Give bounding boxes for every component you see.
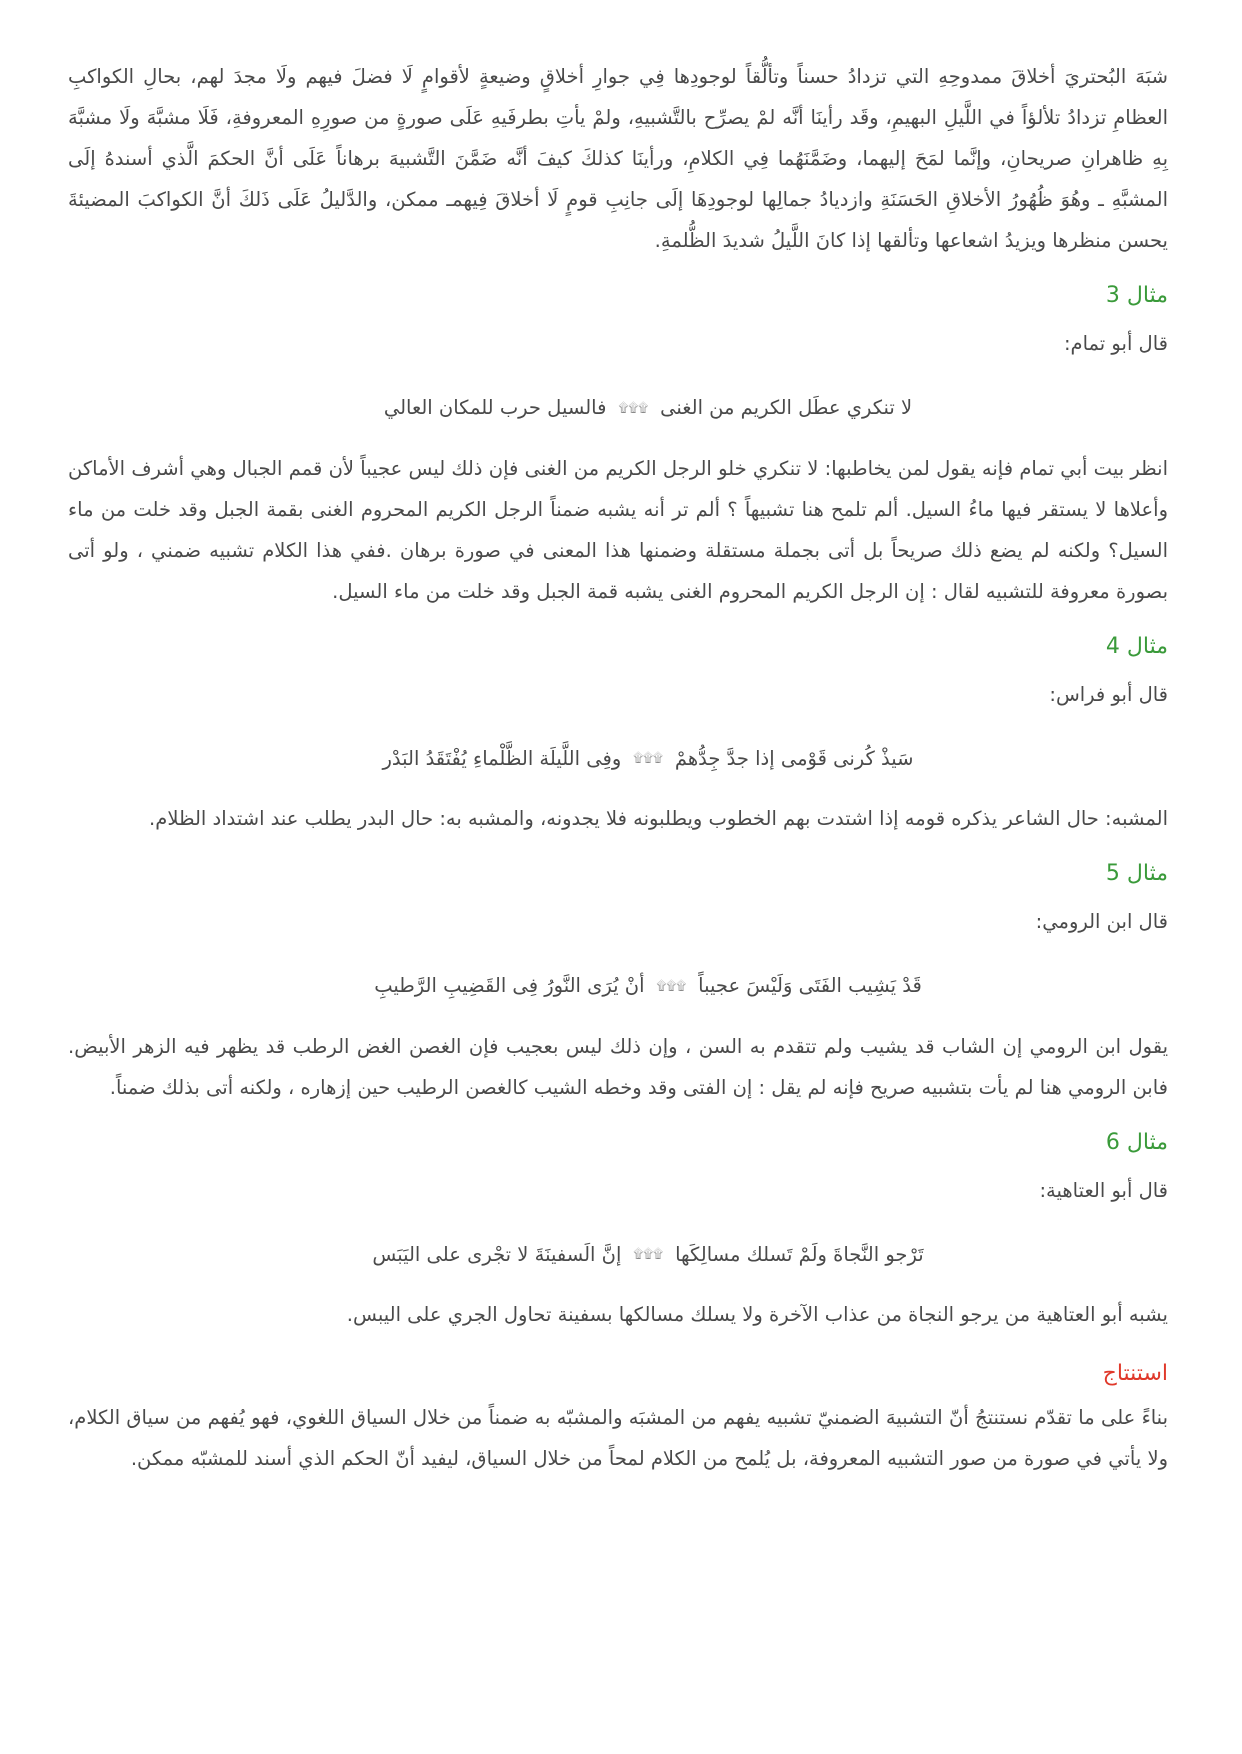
verse [68,385,1168,432]
verse-first-hemistich: قَدْ يَشِيب الفَتَى وَلَيْسَ عجيباً [698,974,922,997]
verse-first-hemistich: لا تنكري عطَل الكريم من الغنى [660,396,913,419]
conclusion-paragraph: بناءً على ما تقدّم نستنتجُ أنّ التشبيهَ الضمنيّ تشبيه يفهم من المشبَه والمشبّه به ضمناً من خلال السياق اللغوي، فهو يُفهم من سياق الكلام، ولا يأتي في صورة من صور التشبيه المعروفة، بل يُلمح من الكلام لمحاً من خلال السياق، ليفيد أنّ الحكم الذي أسند للمشبّه ممكن. [68,1406,1168,1470]
example-block-4 [68,624,1168,840]
verse-first-hemistich: تَرْجو النَّجاةَ ولَمْ تَسلك مسالِكَها [675,1242,924,1266]
example-block-6 [68,1120,1168,1336]
example-heading: مثال 3 [1105,283,1168,308]
verse-separator: ۩۩۩ [656,978,687,994]
verse-second-hemistich: فالسيل حرب للمكان العالي [383,396,607,419]
poet-intro: قال أبو العتاهية: [1039,1178,1168,1202]
verse-second-hemistich: وفِى اللَّيلَة الظَّلْماءِ يُفْتَقَدُ البَدْر [382,746,622,770]
verse-first-hemistich: سَيذْ كُرنى قَوْمى إذا جدَّ جِدُّهمْ [674,746,914,770]
example-explanation: المشبه: حال الشاعر يذكره قومه إذا اشتدت بهم الخطوب ويطلبونه فلا يجدونه، والمشبه به: حال البدر يطلب عند اشتداد الظلام. [149,807,1168,830]
verse [68,1232,1168,1279]
example-block-3 [68,273,1168,612]
poet-intro: قال ابن الرومي: [1035,910,1168,933]
conclusion-heading: استنتاج [1102,1361,1168,1386]
verse-second-hemistich: إنَّ الَسفينَةَ لا تجْرى على اليَبَس [372,1242,622,1266]
example-heading: مثال 4 [1105,633,1168,659]
verse-second-hemistich: أنْ يُرَى النَّورُ فِى القَضِيبِ الرَّطيبِ [374,974,645,997]
example-explanation: انظر بيت أبي تمام فإنه يقول لمن يخاطبها: لا تنكري خلو الرجل الكريم من الغنى فإن ذلك ليس عجيباً لأن قمم الجبال وهي أشرف الأماكن وأعلاها لا يستقر فيها ماءُ السيل. ألم تلمح هنا تشبيهاً ؟ ألم تر أنه يشبه ضمناً الرجل الكريم المحروم الغنى بقمة الجبل وقد خلت من ماء السيل؟ ولكنه لم يضع ذلك صريحاً بل أتى بجملة مستقلة وضمنها هذا المعنى في صورة برهان .ففي هذا الكلام تشبيه ضمني ، ولو أتى بصورة معروفة للتشبيه لقال : إن الرجل الكريم المحروم الغنى يشبه قمة الجبل وقد خلت من ماء السيل. [68,456,1168,603]
conclusion-block [68,1351,1168,1479]
verse [68,736,1168,783]
document-page [68,56,1168,1479]
verse-separator: ۩۩۩ [633,1247,664,1262]
example-explanation: يشبه أبو العتاهية من يرجو النجاة من عذاب الآخرة ولا يسلك مسالكها بسفينة تحاول الجري على اليبس. [346,1303,1168,1326]
intro-paragraph: شبَهَ البُحتريَ أخلاقَ ممدوحِهِ التي تزدادُ حسناً وتألُّقاً لوجودِها فِي جوارِ أخلاقٍ وضيعةٍ لأقوامٍ لَا فضلَ فيهم ولَا مجدَ لهم، بحالِ الكواكبِ العظامِ تزدادُ تلألؤاً في اللَّيلِ البهيمِ، وقَد رأينَا أنَّه لمْ يصرِّح بالتَّشبيهِ، ولمْ يأتِ بطرفَيهِ عَلَى صورةٍ من صورِهِ المعروفةِ، فَلَا مشبَّهَ ولَا مشبَّهَ بِهِ ظاهرانِ صريحانِ، وإنَّما لمَحَ إليهما، وضَمَّنَهُما فِي الكلامِ، ورأينَا كذلكَ كيفَ أنَّه ضَمَّنَ التَّشبيهَ برهاناً عَلَى أنَّ الحكمَ الَّذي أسندهُ إلَى المشبَّهِ ـ وهُوَ ظُهُورُ الأخلاقِ الحَسَنَةِ وازديادُ جمالِها لوجودِهَا إلَى جانِبِ قومٍ لَا أخلاقَ فِيهمـ ممكن، والدَّليلُ عَلَى ذَلكَ أنَّ الكواكبَ المضيئةَ يحسن منظرها ويزيدُ اشعاعها وتألقها إذا كانَ اللَّيلُ شديدَ الظُّلمةِ. [68,65,1168,252]
example-explanation: يقول ابن الرومي إن الشاب قد يشيب ولم تتقدم به السن ، وإن ذلك ليس بعجيب فإن الغصن الغض الرطب قد يظهر فيه الزهر الأبيض. فابن الرومي هنا لم يأت بتشبيه صريح فإنه لم يقل : إن الفتى وقد وخطه الشيب كالغصن الرطيب حين إزهاره ، ولكنه أتى بذلك ضمناً. [68,1034,1168,1099]
example-block-5 [68,851,1168,1108]
example-heading: مثال 5 [1105,861,1168,886]
verse-separator: ۩۩۩ [618,400,649,416]
verse-separator: ۩۩۩ [633,751,663,766]
poet-intro: قال أبو تمام: [1063,332,1168,355]
example-heading: مثال 6 [1105,1129,1168,1155]
poet-intro: قال أبو فراس: [1049,682,1168,706]
verse [68,963,1168,1010]
